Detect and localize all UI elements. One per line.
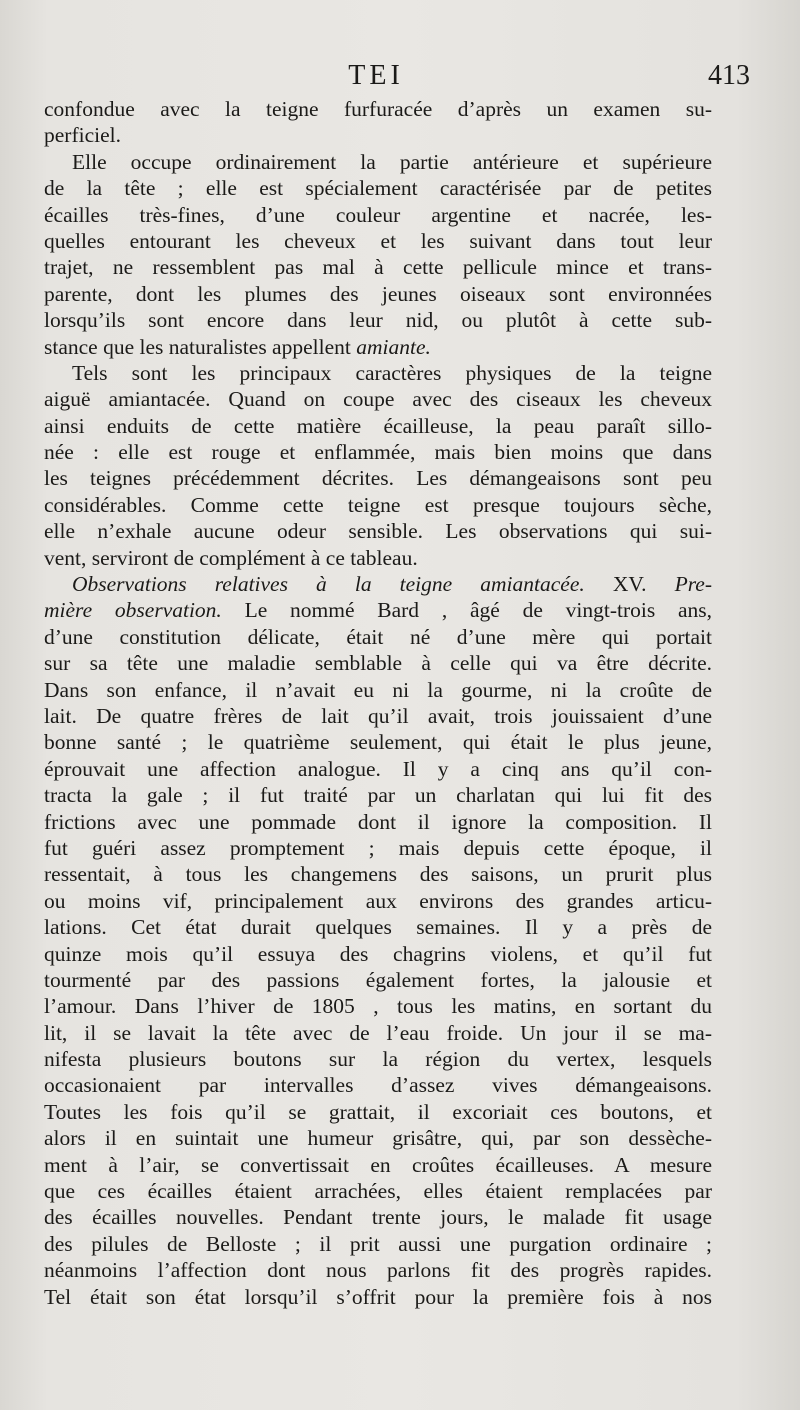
text-segment: perficiel. — [44, 123, 121, 148]
text-segment: l’amour. Dans l’hiver de 1805 , tous les matins, en sortant du — [44, 994, 712, 1019]
text-line — [44, 1020, 712, 1046]
text-line — [44, 360, 712, 386]
text-segment: stance que les naturalistes appellent — [44, 334, 357, 359]
text-segment: nifesta plusieurs boutons sur la région du vertex, lesquels — [44, 1047, 712, 1072]
text-line — [44, 202, 712, 228]
text-segment: lait. De quatre frères de lait qu’il avait, trois jouissaient d’une — [44, 703, 712, 728]
text-line — [44, 175, 712, 201]
text-line — [44, 254, 712, 280]
text-segment: Toutes les fois qu’il se grattait, il excoriait ces boutons, et — [44, 1099, 712, 1124]
body-text — [44, 96, 712, 1310]
text-segment: lations. Cet état durait quelques semaines. Il y a près de — [44, 915, 712, 940]
text-segment: née : elle est rouge et enflammée, mais bien moins que dans — [44, 440, 712, 465]
text-segment: aiguë amiantacée. Quand on coupe avec des ciseaux les cheveux — [44, 387, 712, 412]
text-segment: Tel était son état lorsqu’il s’offrit pour la première fois à nos — [44, 1284, 712, 1309]
text-line — [44, 334, 712, 360]
text-segment: occasionaient par intervalles d’assez vives démangeaisons. — [44, 1073, 712, 1098]
text-line — [44, 122, 712, 148]
text-line — [44, 967, 712, 993]
text-line — [44, 914, 712, 940]
text-segment: quelles entourant les cheveux et les suivant dans tout leur — [44, 228, 712, 253]
text-line — [44, 149, 712, 175]
text-line — [44, 1284, 712, 1310]
text-line — [44, 1231, 712, 1257]
page-number: 413 — [708, 60, 750, 91]
text-segment: des pilules de Belloste ; il prit aussi une purgation ordinaire ; — [44, 1231, 712, 1256]
text-segment: lit, il se lavait la tête avec de l’eau froide. Un jour il se ma- — [44, 1020, 712, 1045]
text-segment: ressentait, à tous les changemens des saisons, un prurit plus — [44, 862, 712, 887]
text-line — [44, 96, 712, 122]
text-line — [44, 1046, 712, 1072]
running-head: TEI — [348, 60, 404, 91]
text-line — [44, 677, 712, 703]
text-line — [44, 993, 712, 1019]
text-line — [44, 941, 712, 967]
text-line — [44, 729, 712, 755]
text-line — [44, 228, 712, 254]
text-segment: des écailles nouvelles. Pendant trente jours, le malade fit usage — [44, 1205, 712, 1230]
text-line — [44, 1178, 712, 1204]
text-segment: vent, serviront de complément à ce tableau. — [44, 545, 418, 570]
text-line — [44, 492, 712, 518]
text-line — [44, 888, 712, 914]
text-line — [44, 756, 712, 782]
text-line — [44, 1125, 712, 1151]
text-line — [44, 1099, 712, 1125]
italic-text: mière observation. — [44, 598, 222, 623]
text-line — [44, 624, 712, 650]
italic-text: Observations relatives à la teigne amiantacée. — [72, 572, 585, 597]
text-segment: d’une constitution délicate, était né d’une mère qui portait — [44, 624, 712, 649]
text-line — [44, 413, 712, 439]
text-line — [44, 439, 712, 465]
italic-text: Pre- — [674, 572, 712, 597]
text-line — [44, 307, 712, 333]
text-segment: ment à l’air, se convertissait en croûtes écailleuses. A mesure — [44, 1152, 712, 1177]
text-segment: Dans son enfance, il n’avait eu ni la gourme, ni la croûte de — [44, 677, 712, 702]
italic-text: amiante. — [356, 334, 431, 359]
text-line — [44, 809, 712, 835]
text-segment: frictions avec une pommade dont il ignore la composition. Il — [44, 809, 712, 834]
text-segment: Tels sont les principaux caractères physiques de la teigne — [72, 360, 712, 385]
text-line — [44, 1257, 712, 1283]
text-segment: elle n’exhale aucune odeur sensible. Les observations qui sui- — [44, 519, 712, 544]
text-segment: que ces écailles étaient arrachées, elles étaient remplacées par — [44, 1179, 712, 1204]
text-line — [44, 518, 712, 544]
text-line — [44, 835, 712, 861]
text-segment: parente, dont les plumes des jeunes oiseaux sont environnées — [44, 281, 712, 306]
text-segment: Elle occupe ordinairement la partie antérieure et supérieure — [72, 149, 712, 174]
text-segment: tourmenté par des passions également fortes, la jalousie et — [44, 967, 712, 992]
text-line — [44, 861, 712, 887]
text-segment: trajet, ne ressemblent pas mal à cette pellicule mince et trans- — [44, 255, 712, 280]
text-segment: alors il en suintait une humeur grisâtre, qui, par son dessèche- — [44, 1126, 712, 1151]
text-line — [44, 545, 712, 571]
text-segment: fut guéri assez promptement ; mais depuis cette époque, il — [44, 835, 712, 860]
text-segment: de la tête ; elle est spécialement caractérisée par de petites — [44, 176, 712, 201]
text-segment: XV. — [584, 572, 675, 597]
text-line — [44, 571, 712, 597]
text-segment: éprouvait une affection analogue. Il y a cinq ans qu’il con- — [44, 756, 712, 781]
text-segment: les teignes précédemment décrites. Les démangeaisons sont peu — [44, 466, 712, 491]
text-segment: ainsi enduits de cette matière écailleuse, la peau paraît sillo- — [44, 413, 712, 438]
text-line — [44, 1204, 712, 1230]
page-header — [42, 58, 750, 98]
text-line — [44, 782, 712, 808]
text-segment: confondue avec la teigne furfuracée d’après un examen su- — [44, 97, 712, 121]
text-segment: Le nommé Bard , âgé de vingt-trois ans, — [221, 598, 712, 623]
text-line — [44, 465, 712, 491]
text-segment: tracta la gale ; il fut traité par un charlatan qui lui fit des — [44, 783, 712, 808]
text-segment: considérables. Comme cette teigne est presque toujours sèche, — [44, 492, 712, 517]
text-segment: bonne santé ; le quatrième seulement, qui était le plus jeune, — [44, 730, 712, 755]
text-line — [44, 650, 712, 676]
text-segment: quinze mois qu’il essuya des chagrins violens, et qu’il fut — [44, 941, 712, 966]
text-line — [44, 1152, 712, 1178]
text-line — [44, 386, 712, 412]
text-segment: sur sa tête une maladie semblable à celle qui va être décrite. — [44, 651, 712, 676]
text-segment: écailles très-fines, d’une couleur argentine et nacrée, les- — [44, 202, 712, 227]
text-segment: néanmoins l’affection dont nous parlons fit des progrès rapides. — [44, 1258, 712, 1283]
text-line — [44, 1072, 712, 1098]
text-segment: ou moins vif, principalement aux environs des grandes articu- — [44, 888, 712, 913]
text-line — [44, 281, 712, 307]
text-line — [44, 703, 712, 729]
text-segment: lorsqu’ils sont encore dans leur nid, ou plutôt à cette sub- — [44, 308, 712, 333]
text-line — [44, 597, 712, 623]
